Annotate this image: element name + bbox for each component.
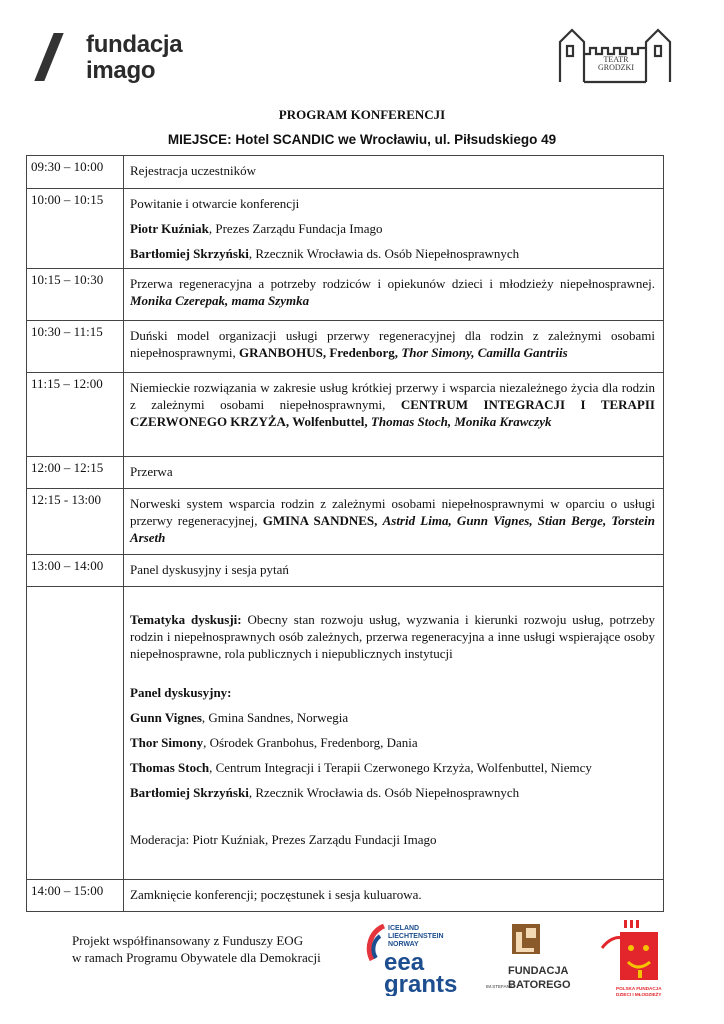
funding-line-1: Projekt współfinansowany z Funduszy EOG [72, 933, 304, 948]
logo-line-2: GRODZKI [598, 63, 634, 72]
table-row [27, 269, 664, 321]
speakers: Astrid Lima, Gunn Vignes, Stian Berge, Torstein Arseth [130, 513, 655, 545]
grants-word: grants [384, 971, 458, 996]
description-cell [124, 156, 664, 189]
batory-line-2: BATOREGO [508, 979, 571, 991]
moderator-line: Moderacja: Piotr Kuźniak, Prezes Zarządu Fundacji Imago [130, 832, 437, 847]
description-cell [124, 189, 664, 269]
fundacja-imago-logo [40, 33, 200, 83]
panelist-role: , Rzecznik Wrocławia ds. Osób Niepełnosprawnych [248, 785, 520, 800]
program-table [26, 155, 664, 912]
panelist-name: Gunn Vignes [130, 710, 202, 725]
row-text [130, 379, 655, 430]
organization: GRANBOHUS, Fredenborg, [239, 345, 402, 360]
panelist-name: Bartłomiej Skrzyński [130, 785, 249, 800]
row-text: Panel dyskusyjny i sesja pytań [130, 562, 289, 577]
panelist-name: Thomas Stoch [130, 760, 210, 775]
speaker-role: , Prezes Zarządu Fundacja Imago [208, 221, 383, 236]
row-text: Zamknięcie konferencji; poczęstunek i sesja kuluarowa. [130, 887, 422, 902]
description-cell [124, 269, 664, 321]
organization: GMINA SANDNES, [262, 513, 383, 528]
speaker-line [130, 245, 655, 262]
panelist-name: Thor Simony [130, 735, 204, 750]
eea-country-2: LIECHTENSTEIN [388, 933, 444, 940]
table-row [27, 457, 664, 489]
description-cell [124, 587, 664, 880]
time-cell: 10:00 – 10:15 [27, 189, 124, 269]
table-row [27, 555, 664, 587]
time-cell: 12:15 - 13:00 [27, 489, 124, 555]
time-cell: 13:00 – 14:00 [27, 555, 124, 587]
eea-country-1: ICELAND [388, 925, 420, 932]
description-cell [124, 489, 664, 555]
speaker-name: Piotr Kuźniak [130, 221, 209, 236]
table-row [27, 156, 664, 189]
speakers: Thor Simony, Camilla Gantriis [401, 345, 568, 360]
session-text: Duński model organizacji usługi przerwy regeneracyjnej dla rodzin z zależnymi osobami niepełnosprawnymi, [130, 328, 655, 360]
table-row [27, 880, 664, 912]
topic-text: Obecny stan rozwoju usług, wyzwania i kierunki rozwoju usług, potrzeby rodzin i niepełnosprawnych osób zależnych, przerwa regeneracyjna a inne usługi wspierające osoby niepełnosprawne, rola publicznych i niepublicznych instytucji [130, 612, 655, 661]
panelist-line [130, 734, 655, 751]
row-text [130, 275, 655, 309]
funding-note [72, 932, 321, 966]
speakers: Thomas Stoch, Monika Krawczyk [370, 414, 552, 429]
organization: CENTRUM INTEGRACJI I TERAPII CZERWONEGO KRZYŻA, Wolfenbuttel, [130, 397, 655, 429]
teatr-grodzki-text [586, 56, 646, 72]
time-cell: 12:00 – 12:15 [27, 457, 124, 489]
row-text: Przerwa [130, 464, 173, 479]
row-text [130, 495, 655, 546]
panelist-role: , Centrum Integracji i Terapii Czerwonego Krzyża, Wolfenbuttel, Niemcy [209, 760, 592, 775]
eea-grants-logo [362, 920, 472, 996]
eea-grants-icon [362, 920, 472, 996]
logo-word-2: imago [86, 57, 156, 84]
session-text: Przerwa regeneracyjna a potrzeby rodziców i opiekunów dzieci i młodzieży niepełnosprawnej. [130, 276, 655, 291]
speakers: Monika Czerepak, mama Szymka [130, 293, 310, 308]
session-text: Norweski system wsparcia rodzin z zależnymi osobami niepełnosprawnymi w oparciu o usługi przerwy regeneracyjnej, [130, 496, 655, 528]
teatr-grodzki-logo [556, 26, 674, 84]
panelist-role: , Ośrodek Granbohus, Fredenborg, Dania [203, 735, 418, 750]
time-cell: 09:30 – 10:00 [27, 156, 124, 189]
time-cell: 10:30 – 11:15 [27, 321, 124, 373]
table-row [27, 189, 664, 269]
batory-small: IM.STEFANA [486, 984, 513, 989]
pfdm-line-1: POLSKA FUNDACJA [616, 986, 662, 991]
session-text: Niemieckie rozwiązania w zakresie usług krótkiej przerwy i wsparcia niezależnego życia dla rodzin z zależnymi osobami niepełnosprawnymi, [130, 380, 655, 412]
eea-word: eea [384, 949, 425, 976]
description-cell [124, 373, 664, 457]
panel-label: Panel dyskusyjny: [130, 685, 232, 700]
eea-country-3: NORWAY [388, 941, 419, 948]
discussion-topic [130, 611, 655, 662]
description-cell [124, 321, 664, 373]
spacer [130, 670, 655, 684]
funding-line-2: w ramach Programu Obywatele dla Demokracji [72, 950, 321, 965]
row-text: Rejestracja uczestników [130, 163, 256, 178]
fundacja-batorego-logo [486, 922, 576, 994]
batory-icon [486, 922, 576, 994]
description-cell [124, 457, 664, 489]
document-title: PROGRAM KONFERENCJI [278, 107, 446, 122]
pfdm-logo [598, 918, 664, 1002]
table-row [27, 321, 664, 373]
description-cell [124, 880, 664, 912]
spacer [130, 809, 655, 831]
slash-mark [34, 33, 63, 81]
panelist-role: , Gmina Sandnes, Norwegia [201, 710, 349, 725]
row-text [130, 327, 655, 361]
time-cell: 11:15 – 12:00 [27, 373, 124, 457]
speaker-name: Bartłomiej Skrzyński [130, 246, 249, 261]
speaker-line [130, 220, 655, 237]
table-row [27, 587, 664, 880]
pfdm-line-2: DZIECI I MŁODZIEŻY [616, 992, 662, 997]
time-cell [27, 587, 124, 880]
logo-line-1: TEATR [603, 55, 629, 64]
batory-line-1: FUNDACJA [508, 965, 569, 977]
description-cell [124, 555, 664, 587]
table-row [27, 373, 664, 457]
logo-word-1: fundacja [86, 31, 183, 58]
panelist-line [130, 759, 655, 776]
pfdm-icon [598, 918, 664, 1002]
time-cell: 10:15 – 10:30 [27, 269, 124, 321]
topic-label: Tematyka dyskusji: [130, 612, 242, 627]
row-text: Powitanie i otwarcie konferencji [130, 196, 300, 211]
panelist-line [130, 709, 655, 726]
speaker-role: , Rzecznik Wrocławia ds. Osób Niepełnosprawnych [248, 246, 520, 261]
panelist-line [130, 784, 655, 801]
table-row [27, 489, 664, 555]
venue-line: MIEJSCE: Hotel SCANDIC we Wrocławiu, ul. Piłsudskiego 49 [167, 132, 557, 147]
time-cell: 14:00 – 15:00 [27, 880, 124, 912]
